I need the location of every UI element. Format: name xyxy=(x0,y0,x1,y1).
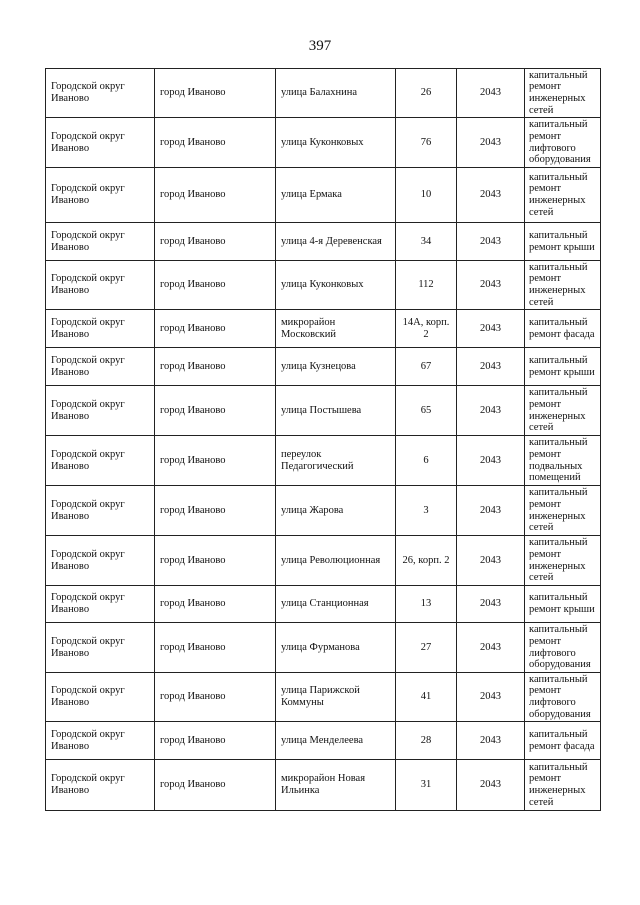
cell-street: улица Куконковых xyxy=(276,118,396,168)
table-row xyxy=(46,168,601,223)
cell-street: улица Кузнецова xyxy=(276,348,396,386)
cell-work-type: капитальный ремонт инженерных сетей xyxy=(525,168,601,223)
cell-settlement: город Иваново xyxy=(155,223,276,261)
cell-year: 2043 xyxy=(457,722,525,760)
cell-street: микрорайон Московский xyxy=(276,310,396,348)
cell-street: улица Ермака xyxy=(276,168,396,223)
cell-house-number: 112 xyxy=(396,261,457,310)
cell-settlement: город Иваново xyxy=(155,486,276,536)
cell-street: улица Жарова xyxy=(276,486,396,536)
cell-street: улица Фурманова xyxy=(276,623,396,673)
cell-municipality: Городской округ Иваново xyxy=(46,722,155,760)
table-row xyxy=(46,261,601,310)
cell-municipality: Городской округ Иваново xyxy=(46,386,155,436)
cell-municipality: Городской округ Иваново xyxy=(46,536,155,586)
table-row xyxy=(46,673,601,722)
cell-municipality: Городской округ Иваново xyxy=(46,586,155,623)
cell-work-type: капитальный ремонт инженерных сетей xyxy=(525,69,601,118)
cell-year: 2043 xyxy=(457,69,525,118)
cell-house-number: 34 xyxy=(396,223,457,261)
cell-year: 2043 xyxy=(457,223,525,261)
cell-house-number: 14А, корп. 2 xyxy=(396,310,457,348)
table-row xyxy=(46,310,601,348)
cell-year: 2043 xyxy=(457,348,525,386)
cell-year: 2043 xyxy=(457,623,525,673)
table-row xyxy=(46,623,601,673)
cell-street: улица Станционная xyxy=(276,586,396,623)
cell-settlement: город Иваново xyxy=(155,69,276,118)
cell-settlement: город Иваново xyxy=(155,386,276,436)
table-row xyxy=(46,486,601,536)
cell-year: 2043 xyxy=(457,436,525,486)
table-row xyxy=(46,118,601,168)
cell-municipality: Городской округ Иваново xyxy=(46,760,155,811)
cell-street: улица Балахнина xyxy=(276,69,396,118)
cell-street: улица Менделеева xyxy=(276,722,396,760)
cell-work-type: капитальный ремонт лифтового оборудования xyxy=(525,623,601,673)
repair-schedule-table xyxy=(45,68,601,811)
cell-street: улица 4-я Деревенская xyxy=(276,223,396,261)
cell-street: переулок Педагогический xyxy=(276,436,396,486)
page-number: 397 xyxy=(308,38,332,54)
cell-work-type: капитальный ремонт инженерных сетей xyxy=(525,536,601,586)
cell-settlement: город Иваново xyxy=(155,118,276,168)
cell-street: микрорайон Новая Ильинка xyxy=(276,760,396,811)
cell-year: 2043 xyxy=(457,673,525,722)
cell-work-type: капитальный ремонт крыши xyxy=(525,223,601,261)
cell-year: 2043 xyxy=(457,486,525,536)
cell-municipality: Городской округ Иваново xyxy=(46,436,155,486)
cell-municipality: Городской округ Иваново xyxy=(46,69,155,118)
cell-house-number: 6 xyxy=(396,436,457,486)
cell-year: 2043 xyxy=(457,261,525,310)
cell-work-type: капитальный ремонт фасада xyxy=(525,722,601,760)
cell-street: улица Революционная xyxy=(276,536,396,586)
table-row xyxy=(46,223,601,261)
cell-house-number: 26, корп. 2 xyxy=(396,536,457,586)
cell-house-number: 26 xyxy=(396,69,457,118)
cell-settlement: город Иваново xyxy=(155,310,276,348)
cell-year: 2043 xyxy=(457,310,525,348)
cell-municipality: Городской округ Иваново xyxy=(46,348,155,386)
cell-settlement: город Иваново xyxy=(155,536,276,586)
cell-street: улица Парижской Коммуны xyxy=(276,673,396,722)
cell-settlement: город Иваново xyxy=(155,586,276,623)
cell-municipality: Городской округ Иваново xyxy=(46,168,155,223)
cell-work-type: капитальный ремонт лифтового оборудования xyxy=(525,118,601,168)
table-body xyxy=(46,69,601,811)
cell-municipality: Городской округ Иваново xyxy=(46,261,155,310)
cell-year: 2043 xyxy=(457,386,525,436)
cell-work-type: капитальный ремонт крыши xyxy=(525,348,601,386)
cell-house-number: 27 xyxy=(396,623,457,673)
cell-work-type: капитальный ремонт лифтового оборудования xyxy=(525,673,601,722)
cell-year: 2043 xyxy=(457,586,525,623)
cell-municipality: Городской округ Иваново xyxy=(46,486,155,536)
table-row xyxy=(46,436,601,486)
cell-work-type: капитальный ремонт крыши xyxy=(525,586,601,623)
cell-house-number: 28 xyxy=(396,722,457,760)
table-row xyxy=(46,348,601,386)
table-row xyxy=(46,69,601,118)
cell-work-type: капитальный ремонт инженерных сетей xyxy=(525,386,601,436)
cell-year: 2043 xyxy=(457,118,525,168)
table-row xyxy=(46,760,601,811)
cell-settlement: город Иваново xyxy=(155,760,276,811)
cell-street: улица Куконковых xyxy=(276,261,396,310)
cell-settlement: город Иваново xyxy=(155,436,276,486)
cell-municipality: Городской округ Иваново xyxy=(46,623,155,673)
cell-year: 2043 xyxy=(457,760,525,811)
cell-house-number: 31 xyxy=(396,760,457,811)
cell-work-type: капитальный ремонт инженерных сетей xyxy=(525,261,601,310)
cell-house-number: 10 xyxy=(396,168,457,223)
cell-settlement: город Иваново xyxy=(155,673,276,722)
cell-street: улица Постышева xyxy=(276,386,396,436)
cell-house-number: 13 xyxy=(396,586,457,623)
cell-house-number: 67 xyxy=(396,348,457,386)
cell-work-type: капитальный ремонт инженерных сетей xyxy=(525,760,601,811)
cell-house-number: 41 xyxy=(396,673,457,722)
cell-work-type: капитальный ремонт фасада xyxy=(525,310,601,348)
cell-work-type: капитальный ремонт инженерных сетей xyxy=(525,486,601,536)
cell-settlement: город Иваново xyxy=(155,261,276,310)
cell-settlement: город Иваново xyxy=(155,722,276,760)
cell-year: 2043 xyxy=(457,536,525,586)
table-row xyxy=(46,386,601,436)
cell-municipality: Городской округ Иваново xyxy=(46,118,155,168)
cell-house-number: 3 xyxy=(396,486,457,536)
table-row xyxy=(46,586,601,623)
cell-settlement: город Иваново xyxy=(155,348,276,386)
cell-work-type: капитальный ремонт подвальных помещений xyxy=(525,436,601,486)
cell-house-number: 76 xyxy=(396,118,457,168)
cell-settlement: город Иваново xyxy=(155,623,276,673)
cell-municipality: Городской округ Иваново xyxy=(46,673,155,722)
cell-municipality: Городской округ Иваново xyxy=(46,223,155,261)
cell-year: 2043 xyxy=(457,168,525,223)
table-row xyxy=(46,722,601,760)
cell-house-number: 65 xyxy=(396,386,457,436)
cell-municipality: Городской округ Иваново xyxy=(46,310,155,348)
table-row xyxy=(46,536,601,586)
cell-settlement: город Иваново xyxy=(155,168,276,223)
